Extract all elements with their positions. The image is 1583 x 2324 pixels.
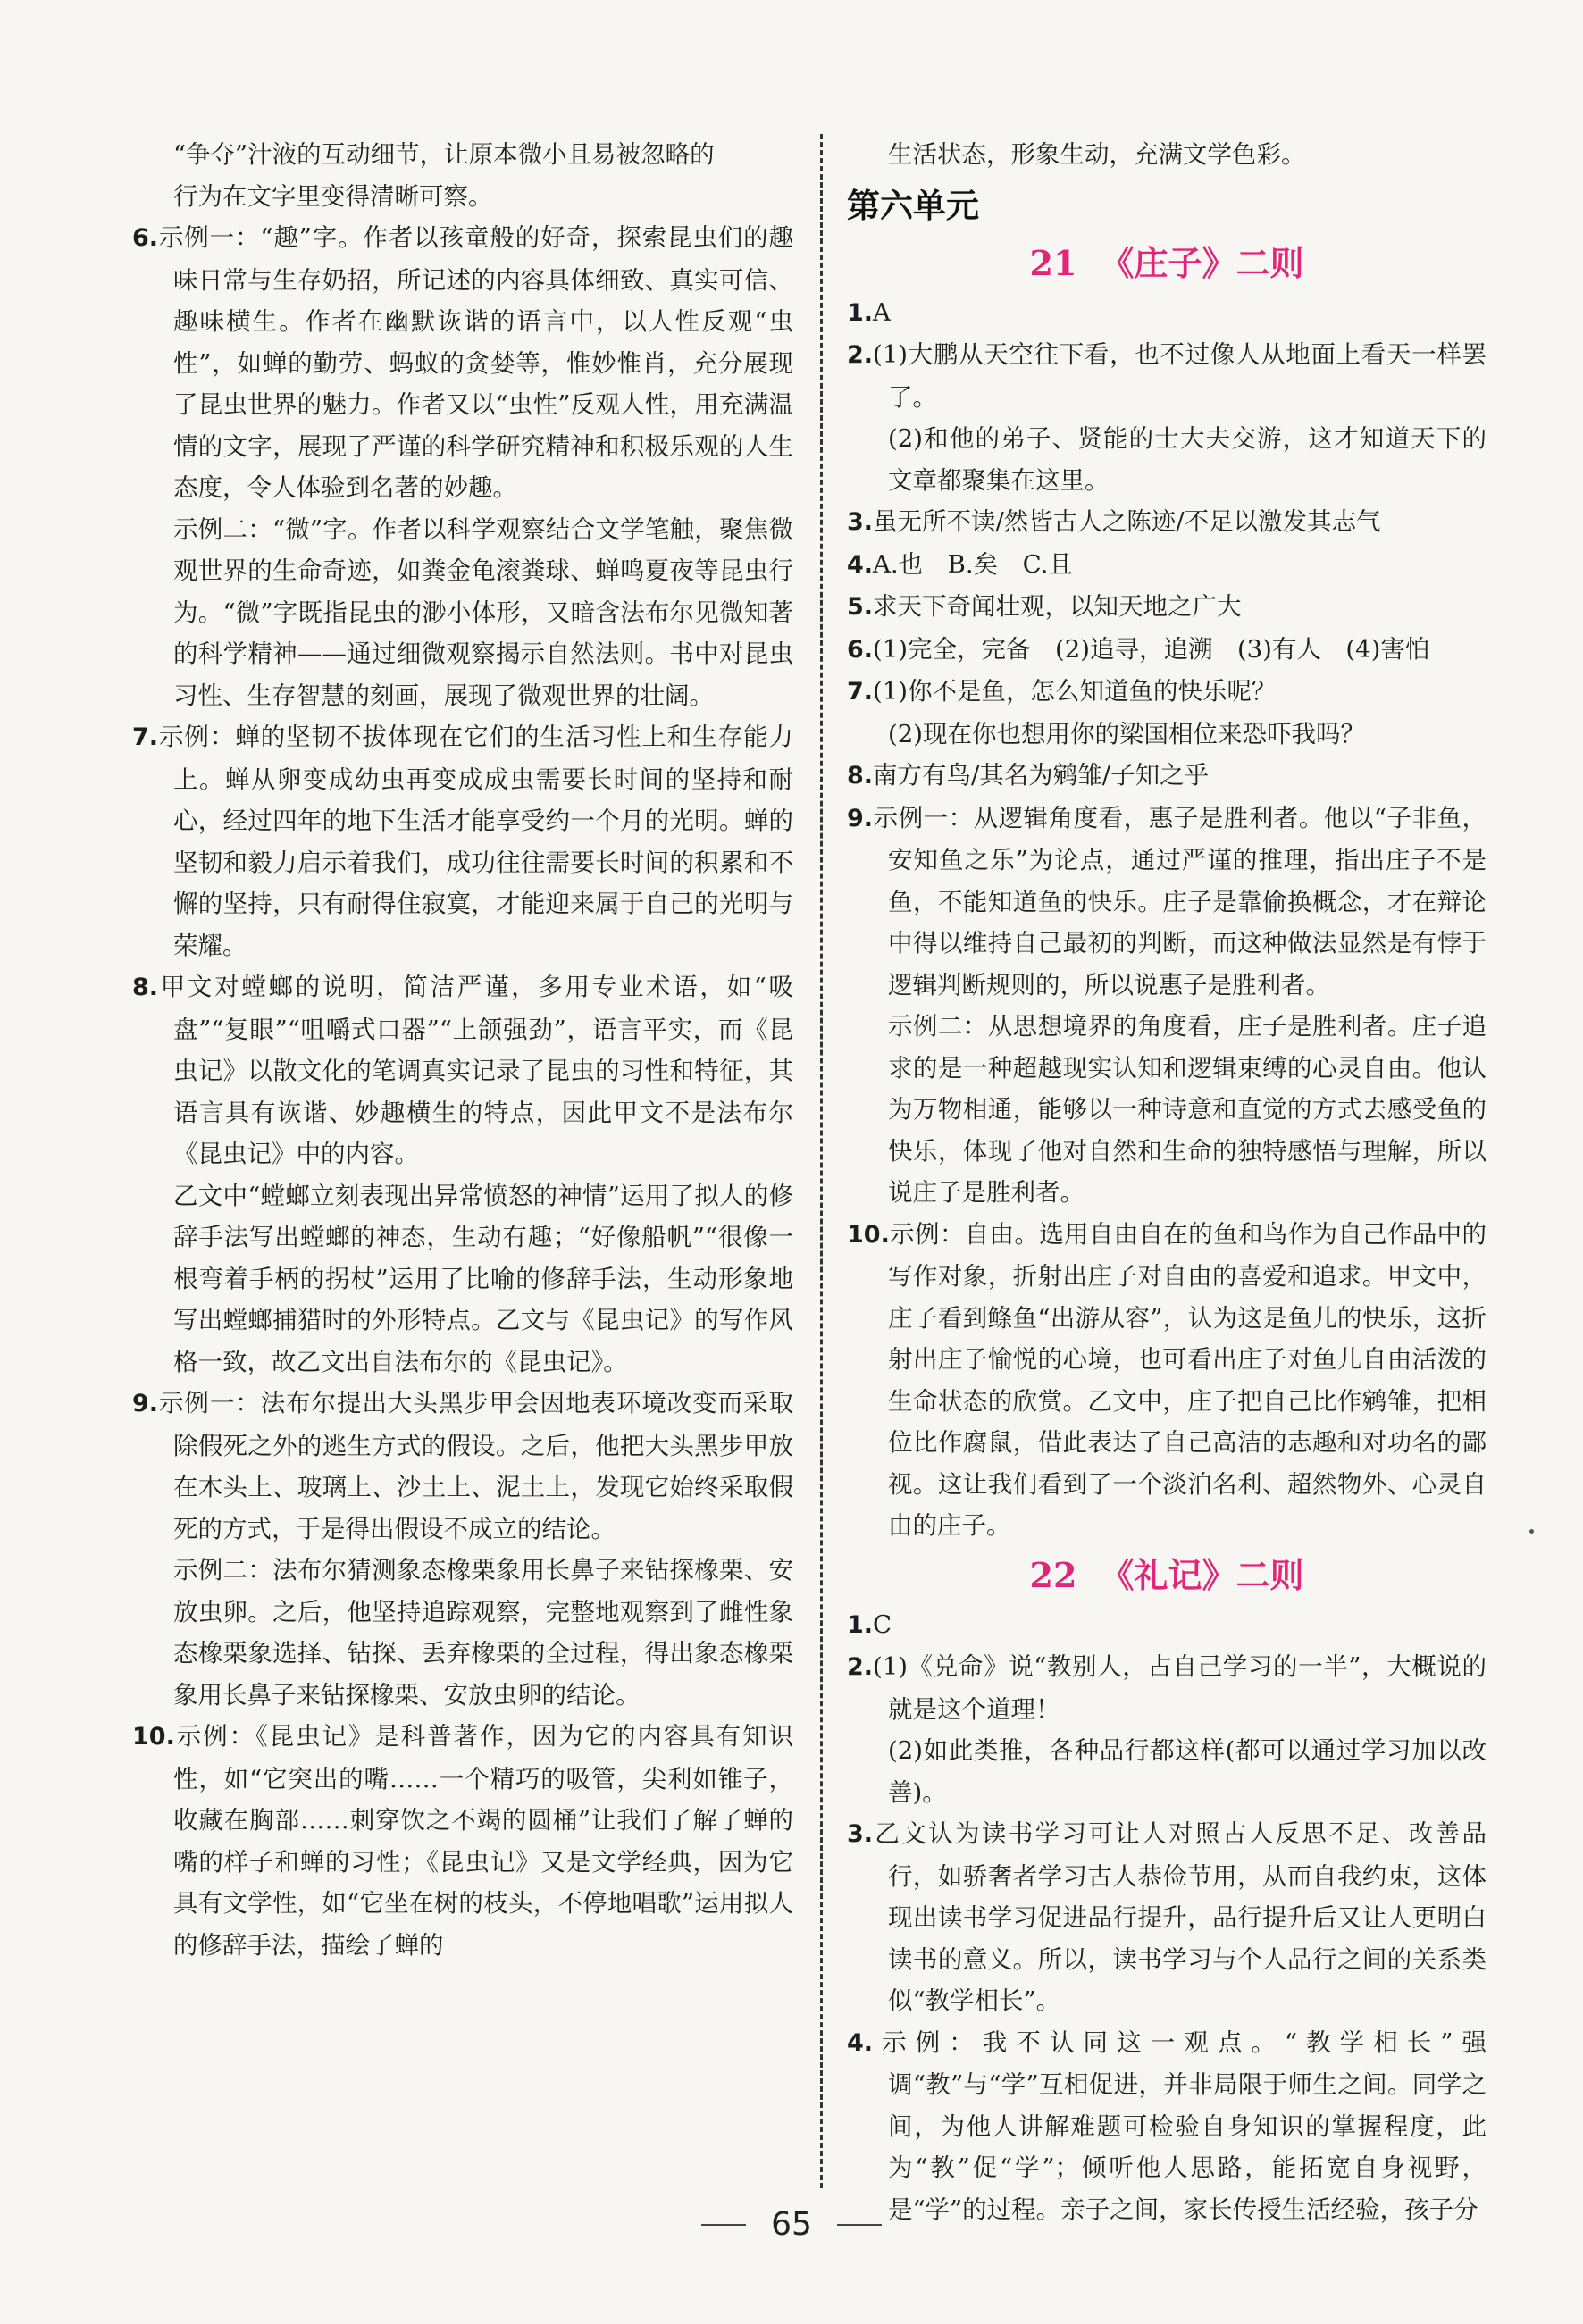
continued-text: “争夺”汁液的互动细节，让原本微小且易被忽略的 — [173, 140, 715, 169]
answer-5 — [847, 586, 1487, 629]
answer-9-example-2: 示例二：从思想境界的角度看，庄子是胜利者。庄子追求的是一种超越现实认知和逻辑束缚的心灵自由。他认为万物相通，能够以一种诗意和直觉的方式去感受鱼的快乐，体现了他对自然和生命的独特感悟与理解，所以说庄子是胜利者。 — [888, 1012, 1487, 1207]
answer-number: 8. — [847, 762, 874, 790]
footer-dash — [837, 2224, 882, 2226]
continued-text: 生活状态，形象生动，充满文学色彩。 — [888, 140, 1306, 169]
answer-2-part-2: (2)和他的弟子、贤能的士大夫交游，这才知道天下的文章都聚集在这里。 — [888, 424, 1487, 495]
answer-text: C — [873, 1609, 892, 1639]
answer-text: (1)《兑命》说“教别人，占自己学习的一半”，大概说的就是这个道理！ — [873, 1652, 1487, 1724]
answer-6 — [847, 629, 1487, 672]
answer-9-example-2: 示例二：法布尔猜测象态橡栗象用长鼻子来钻探橡栗、安放虫卵。之后，他坚持追踪观察，完整地观察到了雌性象态橡栗象选择、钻探、丢弃橡栗的全过程，得出象态橡栗象用长鼻子来钻探橡栗、安放虫卵的结论。 — [173, 1556, 793, 1710]
answer-3 — [847, 501, 1487, 544]
footer-dash — [701, 2224, 746, 2226]
answer-number: 7. — [847, 678, 874, 706]
answer-number: 6. — [847, 635, 874, 664]
answer-8 — [132, 966, 793, 1175]
answer-6-example-2: 示例二：“微”字。作者以科学观察结合文学笔触，聚焦微观世界的生命奇迹，如粪金龟滚粪球、蝉鸣夏夜等昆虫行为。“微”字既指昆虫的渺小体形，又暗含法布尔见微知著的科学精神——通过细微观察揭示自然法则。书中对昆虫习性、生存智慧的刻画，展现了微观世界的壮阔。 — [173, 514, 793, 710]
answer-text: (1)完全，完备 (2)追寻，追溯 (3)有人 (4)害怕 — [873, 634, 1430, 664]
answer-1 — [847, 292, 1487, 335]
answer-text: 示例一：“趣”字。作者以孩童般的好奇，探索昆虫们的趣味日常与生存奶招，所记述的内容具体细致、真实可信、趣味横生。作者在幽默诙谐的语言中，以人性反观“虫性”，如蝉的勤劳、蚂蚁的贪婪等，惟妙惟肖，充分展现了昆虫世界的魅力。作者又以“虫性”反观人性，用充满温情的文字，展现了严谨的科学研究精神和积极乐观的人生态度，令人体验到名著的妙趣。 — [158, 223, 793, 502]
answer-text: 虽无所不读/然皆古人之陈迹/不足以激发其志气 — [873, 507, 1381, 536]
answer-number: 6. — [132, 224, 159, 252]
answer-8 — [847, 755, 1487, 798]
answer-number: 7. — [132, 723, 159, 751]
answer-text: 求天下奇闻壮观，以知天地之广大 — [873, 592, 1242, 621]
answer-text: 示例：我不认同这一观点。“教学相长”强调“教”与“学”互相促进，并非局限于师生之间。同学之间，为他人讲解难题可检验自身知识的掌握程度，此为“教”促“学”；倾听他人思路，能拓宽自身视野，是“学”的过程。亲子之间，家长传授生活经验，孩子分 — [873, 2027, 1487, 2224]
answer-number: 3. — [847, 1820, 874, 1848]
answer-number: 4. — [847, 550, 874, 579]
answer-number: 9. — [132, 1390, 159, 1417]
answer-number: 10. — [847, 1220, 890, 1249]
answer-number: 3. — [847, 508, 874, 536]
answer-4 — [847, 544, 1487, 587]
answer-text: 乙文认为读书学习可让人对照古人反思不足、改善品行，如骄奢者学习古人恭俭节用，从而自我约束，这体现出读书学习促进品行提升，品行提升后又让人更明白读书的意义。所以，读书学习与个人品行之间的关系类似“教学相长”。 — [873, 1819, 1487, 2015]
lesson-name: 《庄子》二则 — [1100, 242, 1304, 283]
answer-7 — [847, 671, 1487, 714]
answer-10 — [847, 1214, 1487, 1547]
lesson-title — [847, 1547, 1487, 1604]
answer-text: 南方有鸟/其名为鹓雏/子知之乎 — [873, 761, 1210, 790]
page-number: 65 — [771, 2206, 812, 2243]
answer-number: 1. — [847, 1610, 874, 1639]
answer-text: 示例：《昆虫记》是科普著作，因为它的内容具有知识性，如“它突出的嘴……一个精巧的吸管，尖利如锥子，收藏在胸部……刺穿饮之不竭的圆桶”让我们了解了蝉的嘴的样子和蝉的习性；《昆虫记》又是文学经典，因为它具有文学性，如“它坐在树的枝头，不停地唱歌”运用拟人的修辞手法，描绘了蝉的 — [173, 1722, 793, 1960]
answer-number: 2. — [847, 341, 874, 369]
lesson-name: 《礼记》二则 — [1100, 1554, 1304, 1595]
answer-9 — [132, 1383, 793, 1550]
continued-text: 行为在文字里变得清晰可察。 — [173, 181, 493, 211]
answer-6 — [132, 217, 793, 509]
answer-7 — [132, 716, 793, 966]
unit-title: 第六单元 — [847, 186, 979, 225]
answer-text: 示例：自由。选用自由自在的鱼和鸟作为自己作品中的写作对象，折射出庄子对自由的喜爱和追求。甲文中，庄子看到鲦鱼“出游从容”，认为这是鱼儿的快乐，这折射出庄子愉悦的心境，也可看出庄子对鱼儿自由活泼的生命状态的欣赏。乙文中，庄子把自己比作鹓雏，把相位比作腐鼠，借此表达了自己高洁的志趣和对功名的鄙视。这让我们看到了一个淡泊名利、超然物外、心灵自由的庄子。 — [888, 1219, 1487, 1540]
answer-text: 示例一：从逻辑角度看，惠子是胜利者。他以“子非鱼，安知鱼之乐”为论点，通过严谨的推理，指出庄子不是鱼，不能知道鱼的快乐。庄子是靠偷换概念，才在辩论中得以维持自己最初的判断，而这种做法显然是有悖于逻辑判断规则的，所以说惠子是胜利者。 — [873, 803, 1487, 999]
answer-7-part-2: (2)现在你也想用你的梁国相位来恐吓我吗？ — [888, 719, 1365, 748]
lesson-number: 22 — [1029, 1554, 1077, 1595]
answer-2-part-2: (2)如此类推，各种品行都这样(都可以通过学习加以改善)。 — [888, 1736, 1487, 1807]
left-column — [132, 134, 793, 1966]
answer-number: 10. — [132, 1723, 175, 1751]
answer-number: 5. — [847, 593, 874, 621]
answer-number: 2. — [847, 1653, 874, 1681]
lesson-number: 21 — [1029, 242, 1077, 283]
answer-text: A — [873, 297, 891, 327]
answer-2 — [847, 1646, 1487, 1730]
column-divider — [820, 134, 823, 2188]
answer-text: 甲文对螳螂的说明，简洁严谨，多用专业术语，如“吸盘”“复眼”“咀嚼式口器”“上颌强劲”，语言平实，而《昆虫记》以散文化的笔调真实记录了昆虫的习性和特征，其语言具有诙谐、妙趣横生的特点，因此甲文不是法布尔《昆虫记》中的内容。 — [158, 973, 793, 1168]
right-column — [847, 134, 1487, 2230]
lesson-title — [847, 235, 1487, 292]
answer-number: 4. — [847, 2028, 874, 2057]
answer-2 — [847, 334, 1487, 418]
answer-text: (1)你不是鱼，怎么知道鱼的快乐呢？ — [873, 677, 1277, 706]
answer-text: 示例一：法布尔提出大头黑步甲会因地表环境改变而采取除假死之外的逃生方式的假设。之后，他把大头黑步甲放在木头上、玻璃上、沙土上、泥土上，发现它始终采取假死的方式，于是得出假设不成立的结论。 — [158, 1389, 793, 1543]
answer-number: 1. — [847, 298, 874, 327]
answer-3 — [847, 1813, 1487, 2022]
answer-1 — [847, 1604, 1487, 1647]
answer-text: (1)大鹏从天空往下看，也不过像人从地面上看天一样罢了。 — [873, 340, 1487, 412]
answer-number: 9. — [847, 804, 874, 832]
answer-4 — [847, 2022, 1487, 2231]
answer-text: 示例：蝉的坚韧不拔体现在它们的生活习性上和生存能力上。蝉从卵变成幼虫再变成成虫需要长时间的坚持和耐心，经过四年的地下生活才能享受约一个月的光明。蝉的坚韧和毅力启示着我们，成功往往需要长时间的积累和不懈的坚持，只有耐得住寂寞，才能迎来属于自己的光明与荣耀。 — [158, 723, 793, 960]
answer-text: A.也 B.矣 C.且 — [873, 549, 1073, 579]
answer-9 — [847, 798, 1487, 1007]
answer-number: 8. — [132, 974, 159, 1001]
answer-8-part-2: 乙文中“螳螂立刻表现出异常愤怒的神情”运用了拟人的修辞手法写出螳螂的神态，生动有趣；“好像船帆”“很像一根弯着手柄的拐杖”运用了比喻的修辞手法，生动形象地写出螳螂捕猎时的外形特点。乙文与《昆虫记》的写作风格一致，故乙文出自法布尔的《昆虫记》。 — [173, 1181, 793, 1376]
stray-dot — [1529, 1529, 1534, 1534]
page-footer — [0, 2206, 1583, 2243]
answer-10 — [132, 1716, 793, 1966]
